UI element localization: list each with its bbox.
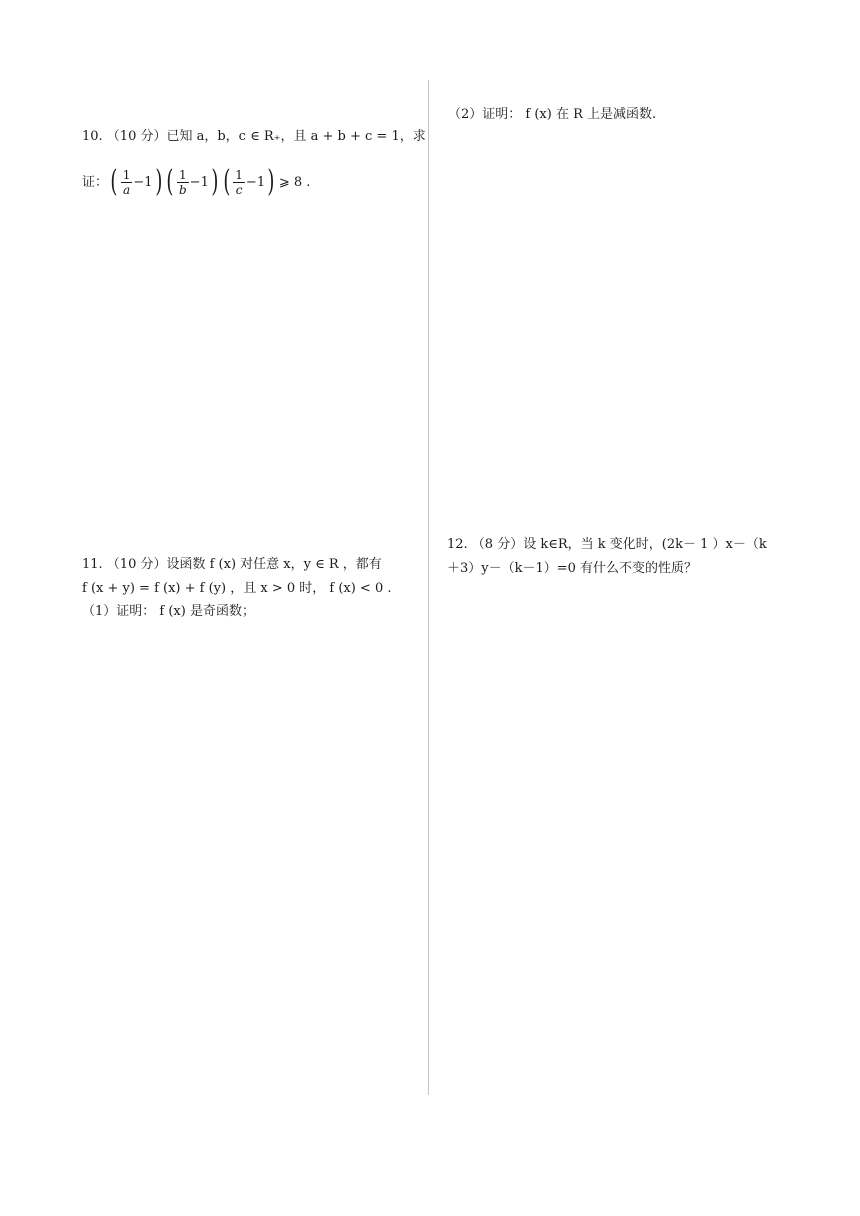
- fraction: $\frac{1}{a}$: [122, 167, 131, 197]
- q10-factor-c: ( $\frac{1}{c}$ −1): [222, 164, 275, 199]
- q10-factor-b: ( $\frac{1}{b}$ −1): [166, 164, 219, 199]
- fraction: $\frac{1}{c}$: [235, 167, 243, 197]
- q10-factor-a: ( $\frac{1}{a}$ −1): [110, 164, 162, 199]
- q10-line1: 10. （10 分）已知 a，b，c ∈ R₊，且 a + b + c = 1，求: [82, 129, 426, 144]
- q12-line2: ＋3）y－（k－1）=0 有什么不变的性质？: [447, 561, 698, 576]
- q11-part1: （1）证明： f (x) 是奇函数；: [82, 604, 255, 619]
- q10-line2-prefix: 证：: [82, 174, 109, 190]
- q10-line2: [82, 162, 310, 202]
- q11-part2: （2）证明： f (x) 在 R 上是减函数.: [448, 107, 657, 122]
- q11-line1: 11. （10 分）设函数 f (x) 对任意 x，y ∈ R ，都有: [82, 557, 382, 572]
- q11-line2: f (x + y) = f (x) + f (y) ，且 x > 0 时， f (x) < 0 .: [82, 581, 392, 596]
- q10-line2-suffix: ⩾ 8 .: [278, 174, 311, 190]
- column-divider: [428, 80, 429, 1095]
- q12-line1: 12. （8 分）设 k∈R，当 k 变化时，(2k－ 1 ）x－（k: [447, 537, 767, 552]
- fraction: $\frac{1}{b}$: [178, 167, 187, 197]
